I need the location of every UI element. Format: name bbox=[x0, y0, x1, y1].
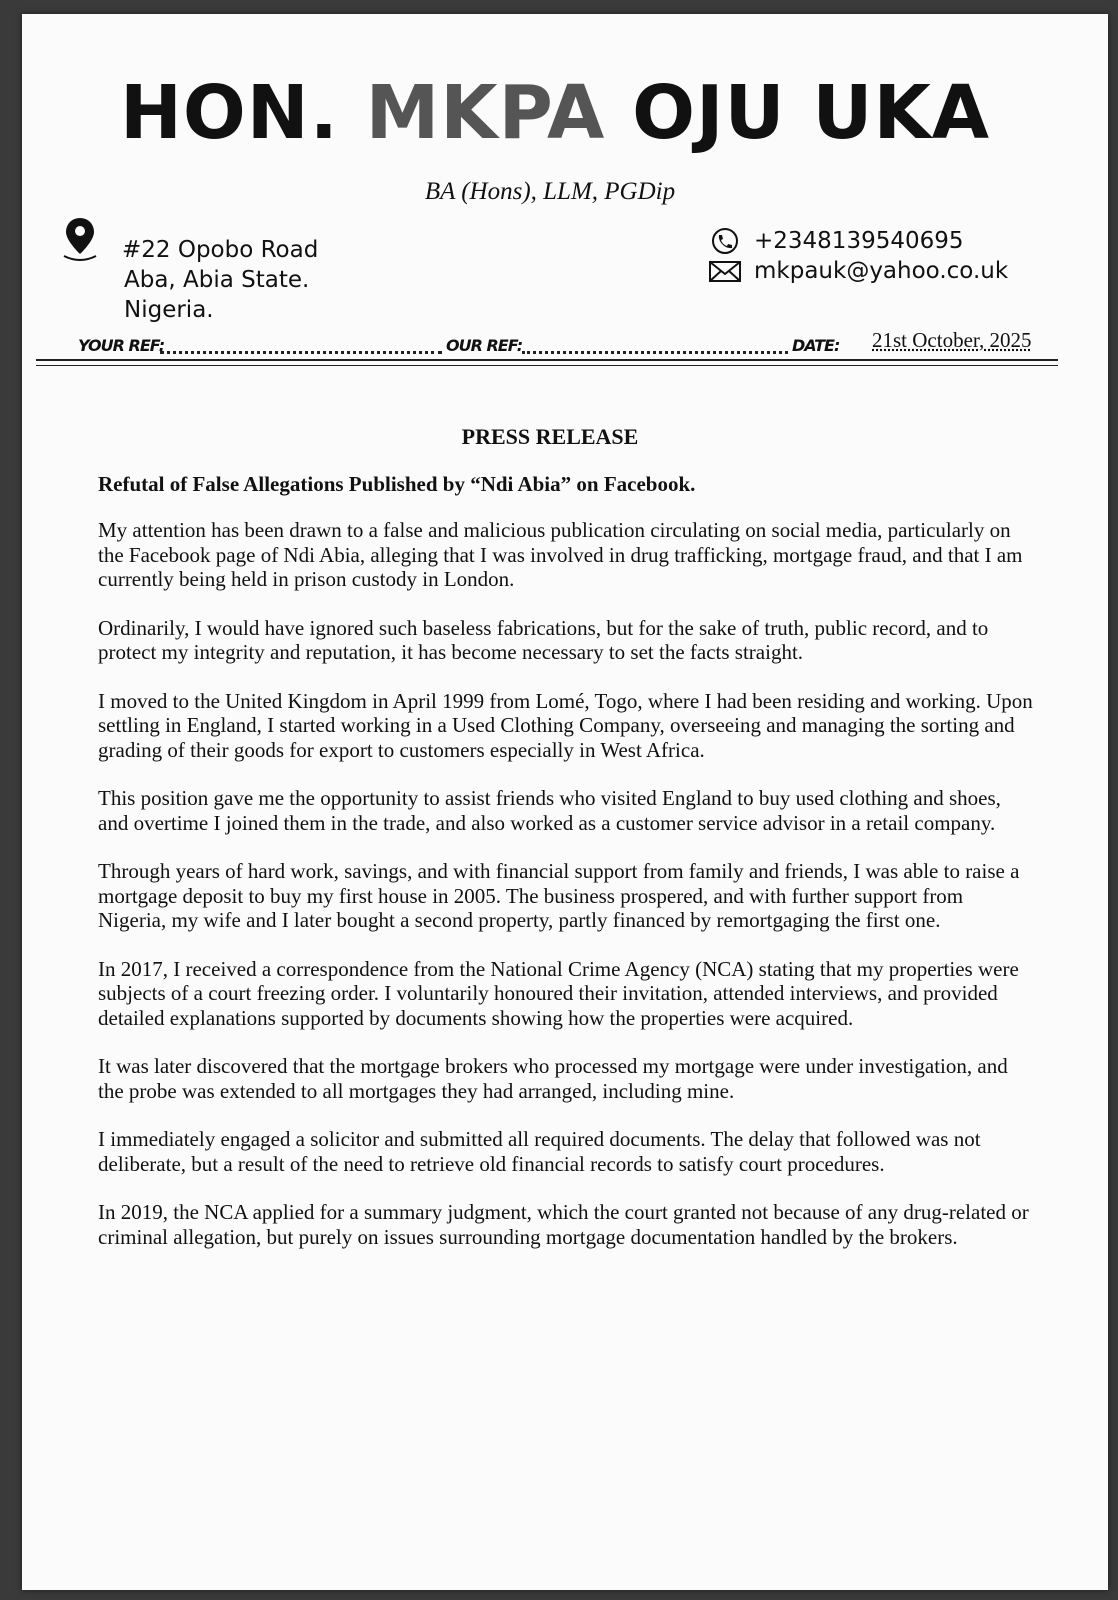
our-ref-label: OUR REF: bbox=[446, 336, 523, 355]
letter-page bbox=[22, 14, 1108, 1590]
paragraph: This position gave me the opportunity to assist friends who visited England to buy used clothing and shoes, and overtime I joined them in the trade, and also worked as a customer service advisor in a retail company. bbox=[98, 786, 1001, 835]
address-block bbox=[62, 216, 318, 325]
paragraph: My attention has been drawn to a false and malicious publication circulating on social media, particularly on the Facebook page of Ndi Abia, alleging that I was involved in drug trafficking, mortgage fraud, and that I am currently being held in prison custody in London. bbox=[98, 518, 1023, 591]
your-ref-label: YOUR REF: bbox=[78, 336, 165, 355]
location-pin-icon bbox=[62, 216, 98, 262]
letterhead-name bbox=[22, 70, 1088, 156]
document-heading: PRESS RELEASE bbox=[461, 424, 639, 449]
your-ref-field bbox=[160, 343, 442, 354]
reference-line bbox=[36, 328, 1072, 356]
name-surname: OJU UKA bbox=[632, 70, 991, 156]
phone-row bbox=[708, 226, 1008, 256]
address-line-1: #22 Opobo Road bbox=[122, 237, 319, 263]
name-middle: MKPA bbox=[365, 70, 606, 156]
email-row bbox=[708, 256, 1008, 286]
email-address: mkpauk@yahoo.co.uk bbox=[754, 258, 1009, 284]
paragraph: Through years of hard work, savings, and with financial support from family and friends, I was able to raise a mortgage deposit to buy my first house in 2005. The business prospered, and with further support from Nigeria, my wife and I later bought a second property, partly financed by remortgaging the first one. bbox=[98, 859, 1020, 932]
document-body bbox=[98, 518, 1033, 1273]
paragraph: Ordinarily, I would have ignored such baseless fabrications, but for the sake of truth, public record, and to protect my integrity and reputation, it has become necessary to set the facts straight. bbox=[98, 615, 989, 664]
date-label: DATE: bbox=[792, 336, 840, 355]
envelope-icon bbox=[708, 257, 742, 285]
name-prefix: HON. bbox=[119, 70, 339, 156]
address-line-2: Aba, Abia State. bbox=[124, 267, 310, 293]
our-ref-field bbox=[522, 343, 788, 354]
document-subheading: Refutal of False Allegations Published by “Ndi Abia” on Facebook. bbox=[98, 472, 696, 496]
paragraph: In 2017, I received a correspondence from the National Crime Agency (NCA) stating that my properties were subjects of a court freezing order. I voluntarily honoured their invitation, attended interviews, and provided detailed explanations supported by documents showing how the properties were acquired. bbox=[98, 956, 1019, 1030]
header-divider bbox=[36, 359, 1058, 361]
phone-icon bbox=[708, 227, 742, 255]
paragraph: I immediately engaged a solicitor and submitted all required documents. The delay that followed was not deliberate, but a result of the need to retrieve old financial records to satisfy court procedures. bbox=[98, 1127, 981, 1176]
contact-block bbox=[708, 226, 1008, 286]
address-line-3: Nigeria. bbox=[124, 297, 214, 323]
phone-number: +2348139540695 bbox=[754, 228, 964, 254]
paragraph: In 2019, the NCA applied for a summary judgment, which the court granted not because of any drug-related or criminal allegation, but purely on issues surrounding mortgage documentation handled by the brokers. bbox=[98, 1200, 1029, 1249]
qualifications: BA (Hons), LLM, PGDip bbox=[424, 178, 676, 205]
date-value: 21st October, 2025 bbox=[872, 328, 1032, 352]
paragraph: I moved to the United Kingdom in April 1999 from Lomé, Togo, where I had been residing and working. Upon settling in England, I started working in a Used Clothing Company, overseeing and managing the sorting and grading of their goods for export to customers especially in West Africa. bbox=[98, 688, 1033, 762]
header-divider-thin bbox=[36, 365, 1058, 366]
paragraph: It was later discovered that the mortgage brokers who processed my mortgage were under investigation, and the probe was extended to all mortgages they had arranged, including mine. bbox=[98, 1054, 1008, 1103]
